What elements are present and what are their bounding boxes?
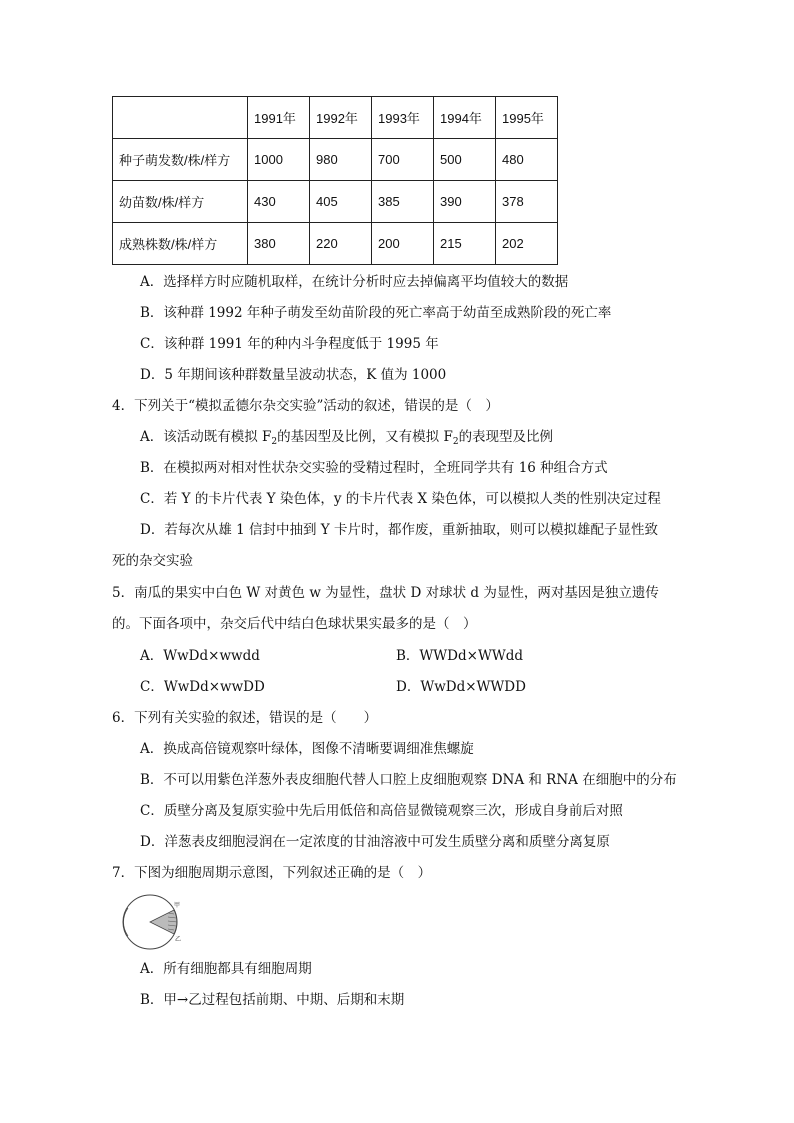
- q7-stem: 7．下图为细胞周期示意图，下列叙述正确的是（ ）: [112, 865, 432, 881]
- table-cell: 390: [434, 181, 496, 223]
- q5-option-a: A．WwDd×wwdd: [140, 648, 260, 664]
- table-header-cell: [113, 97, 248, 139]
- table-header-cell: 1992年: [310, 97, 372, 139]
- population-table: [112, 96, 558, 265]
- q7-option-a: A．所有细胞都具有细胞周期: [140, 961, 312, 977]
- q5-option-b: B．WWDd×WWdd: [396, 648, 523, 664]
- row-label: 成熟株数/株/样方: [113, 223, 248, 265]
- label-jia: 甲: [174, 902, 181, 909]
- subscript: 2: [271, 437, 278, 447]
- table-cell: 500: [434, 139, 496, 181]
- q3-option-c: C．该种群 1991 年的种内斗争程度低于 1995 年: [140, 336, 439, 352]
- table-cell: 405: [310, 181, 372, 223]
- table-cell: 700: [372, 139, 434, 181]
- table-header-cell: 1995年: [496, 97, 558, 139]
- table-row: [113, 181, 558, 223]
- cycle-arrow-arc: [123, 908, 128, 936]
- q5-stem-cont: 的。下面各项中，杂交后代中结白色球状果实最多的是（ ）: [112, 616, 477, 632]
- table-cell: 215: [434, 223, 496, 265]
- q5-option-c: C．WwDd×wwDD: [140, 679, 265, 695]
- q3-option-b: B．该种群 1992 年种子萌发至幼苗阶段的死亡率高于幼苗至成熟阶段的死亡率: [140, 305, 612, 321]
- row-label: 种子萌发数/株/样方: [113, 139, 248, 181]
- table-cell: 220: [310, 223, 372, 265]
- q4-a-text: A．该活动既有模拟 F: [140, 429, 272, 445]
- q4-option-a: [140, 427, 553, 447]
- table-cell: 980: [310, 139, 372, 181]
- table-cell: 385: [372, 181, 434, 223]
- row-label: 幼苗数/株/样方: [113, 181, 248, 223]
- table-header-row: [113, 97, 558, 139]
- table-cell: 202: [496, 223, 558, 265]
- table-header-cell: 1993年: [372, 97, 434, 139]
- subscript: 2: [452, 437, 459, 447]
- q5-option-d: D．WwDd×WWDD: [396, 679, 526, 695]
- q4-option-d-cont: 死的杂交实验: [112, 553, 193, 569]
- table-cell: 378: [496, 181, 558, 223]
- q7-option-b: B．甲→乙过程包括前期、中期、后期和末期: [140, 992, 405, 1008]
- q6-stem: 6．下列有关实验的叙述，错误的是（ ）: [112, 710, 378, 726]
- q6-option-c: C．质壁分离及复原实验中先后用低倍和高倍显微镜观察三次，形成自身前后对照: [140, 803, 623, 819]
- q4-stem: 4．下列关于“模拟孟德尔杂交实验”活动的叙述，错误的是（ ）: [112, 398, 499, 414]
- table-header-cell: 1994年: [434, 97, 496, 139]
- table-cell: 1000: [248, 139, 310, 181]
- table-cell: 200: [372, 223, 434, 265]
- q6-option-d: D．洋葱表皮细胞浸润在一定浓度的甘油溶液中可发生质壁分离和质壁分离复原: [140, 834, 610, 850]
- q4-option-d: D．若每次从雄 1 信封中抽到 Y 卡片时，都作废，重新抽取，则可以模拟雄配子显性致: [140, 522, 658, 538]
- table-cell: 380: [248, 223, 310, 265]
- table-cell: 430: [248, 181, 310, 223]
- q5-stem: 5．南瓜的果实中白色 W 对黄色 w 为显性，盘状 D 对球状 d 为显性，两对基因是独立遗传: [112, 585, 659, 601]
- table-cell: 480: [496, 139, 558, 181]
- label-yi: 乙: [175, 936, 182, 943]
- q4-a-text: 的表现型及比例: [458, 429, 554, 445]
- q3-option-a: A．选择样方时应随机取样，在统计分析时应去掉偏离平均值较大的数据: [140, 274, 569, 290]
- q3-option-d: D．5 年期间该种群数量呈波动状态，K 值为 1000: [140, 367, 447, 383]
- q6-option-b: B．不可以用紫色洋葱外表皮细胞代替人口腔上皮细胞观察 DNA 和 RNA 在细胞中的分布: [140, 772, 677, 788]
- table-header-cell: 1991年: [248, 97, 310, 139]
- q4-option-b: B．在模拟两对相对性状杂交实验的受精过程时，全班同学共有 16 种组合方式: [140, 460, 608, 476]
- cell-cycle-figure: [118, 888, 198, 958]
- q4-option-c: C．若 Y 的卡片代表 Y 染色体，y 的卡片代表 X 染色体，可以模拟人类的性别决定过程: [140, 491, 661, 507]
- q4-a-text: 的基因型及比例，又有模拟 F: [277, 429, 453, 445]
- table-row: [113, 223, 558, 265]
- table-row: [113, 139, 558, 181]
- q6-option-a: A．换成高倍镜观察叶绿体，图像不清晰要调细准焦螺旋: [140, 741, 474, 757]
